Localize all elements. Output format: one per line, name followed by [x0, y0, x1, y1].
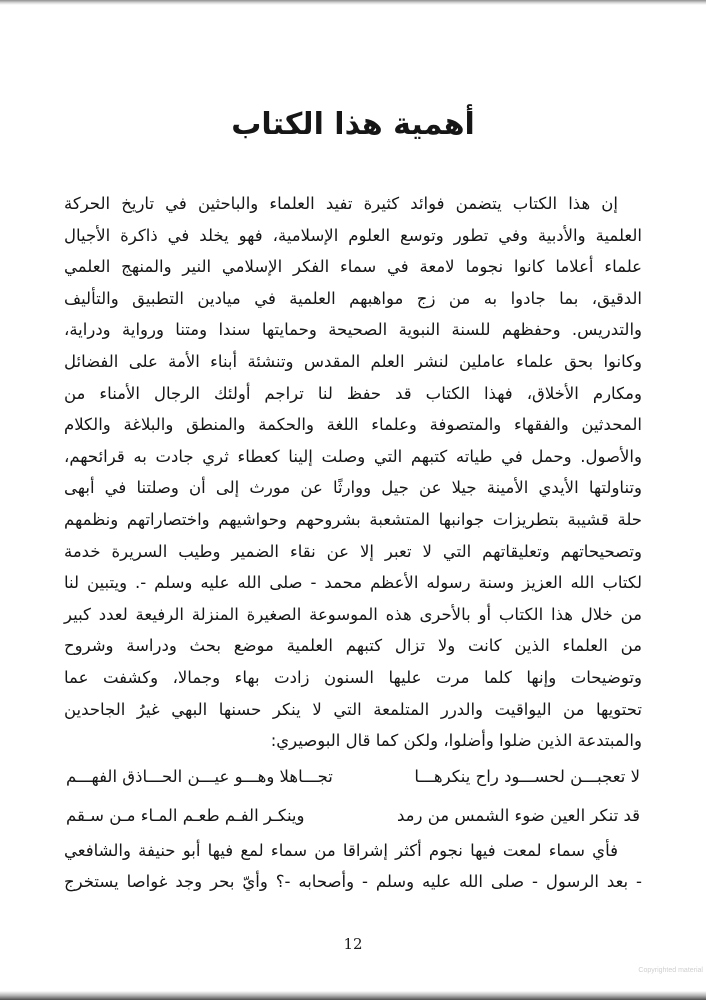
- poetry-couplet-1: [64, 757, 642, 796]
- body-line: من خلال هذا الكتاب أو بالأحرى هذه الموسوعة الصغيرة المنزلة الرفيعة لعدد كبير: [64, 604, 642, 624]
- copyright-watermark: Copyrighted material: [638, 967, 703, 974]
- hemistich-right: لا تعجبـــن لحســـود راح ينكرهـــا: [414, 766, 640, 786]
- body-line: - بعد الرسول - صلى الله عليه وسلم - وأصحابه -؟ وأيّ بحر وجد غواصا يستخرج: [64, 872, 642, 892]
- hemistich-right: قد تنكر العين ضوء الشمس من رمد: [397, 805, 640, 825]
- body-line: علماء أعلاما كانوا نجوما لامعة في سماء الفكر الإسلامي النير والمنهج العلمي: [64, 257, 642, 277]
- body-line: فأي سماء لمعت فيها نجوم أكثر إشراقا من سماء لمع فيها أبو حنيفة والشافعي: [64, 840, 618, 860]
- body-line: وتناولتها الأيدي الأمينة جيلا عن جيل ووارثًا عن مورث إلى أن وصلتنا في أبهى: [64, 478, 642, 498]
- body-line: لكتاب الله العزيز وسنة رسوله الأعظم محمد - صلى الله عليه وسلم -. ويتبين لنا: [64, 573, 642, 593]
- body-line: العلمية والأدبية وفي تطور وتوسع العلوم الإسلامية، فهو يخلد في ذاكرة الأجيال: [64, 225, 642, 245]
- body-line: والتدريس. وحفظهم للسنة النبوية الصحيحة وحمايتها سندا ومتنا ورواية ودراية،: [64, 320, 642, 340]
- body-line: والأصول. وحمل في طياته كتبهم التي وصلت إلينا كعطاء ثري جادت به قرائحهم،: [64, 446, 642, 466]
- hemistich-left: تجـــاهلا وهـــو عيـــن الحـــاذق الفهـــم: [66, 766, 333, 786]
- body-line: حلة قشيبة بتطريزات جوانبها المتشعبة بشروحهم وحواشيهم واختصاراتهم ونظمهم: [64, 509, 642, 529]
- body-line: تحتويها من اليواقيت والدرر المتلمعة التي لا ينكر حسنها البهي غيرُ الجاحدين: [64, 699, 642, 719]
- chapter-title: أهمية هذا الكتاب: [231, 107, 475, 142]
- poetry-couplet-2: [64, 796, 642, 835]
- body-line: وكانوا بحق علماء عاملين لنشر العلم المقدس وتنشئة أبناء الأمة على الفضائل: [64, 351, 642, 371]
- body-line: إن هذا الكتاب يتضمن فوائد كثيرة تفيد العلماء والباحثين في تاريخ الحركة: [64, 194, 618, 213]
- body-line: من العلماء الذين كانت ولا تزال كتبهم العلمية موضع بحث ودراسة وشروح: [64, 636, 642, 656]
- body-text: [64, 188, 642, 898]
- body-line: وتوضيحات وإنها كلما مرت عليها السنون زادت بهاء وجمالا، وكشفت عما: [64, 667, 642, 687]
- body-line: وتصحيحاتهم وتعليقاتهم التي لا تعبر إلا عن نقاء الضمير وطيب السريرة خدمة: [64, 541, 642, 561]
- hemistich-left: وينكـر الفـم طعـم المـاء مـن سـقم: [66, 805, 305, 825]
- page-number: 12: [343, 935, 363, 953]
- body-line: والمبتدعة الذين ضلوا وأضلوا، ولكن كما قال البوصيري:: [270, 731, 642, 751]
- body-line: الدقيق، بما جادوا به من زج مواهبهم العلمية في ميادين التطبيق والتأليف: [64, 288, 642, 308]
- body-line: ومكارم الأخلاق، فهذا الكتاب قد حفظ لنا تراجم أولئك الرجال الأمناء من: [64, 383, 642, 403]
- book-page-content: [64, 0, 642, 898]
- body-line: المحدثين والفقهاء والمتصوفة وعلماء اللغة والحكمة والمنطق والبلاغة والكلام: [64, 415, 642, 435]
- scan-artifact-bottom: [0, 991, 706, 1000]
